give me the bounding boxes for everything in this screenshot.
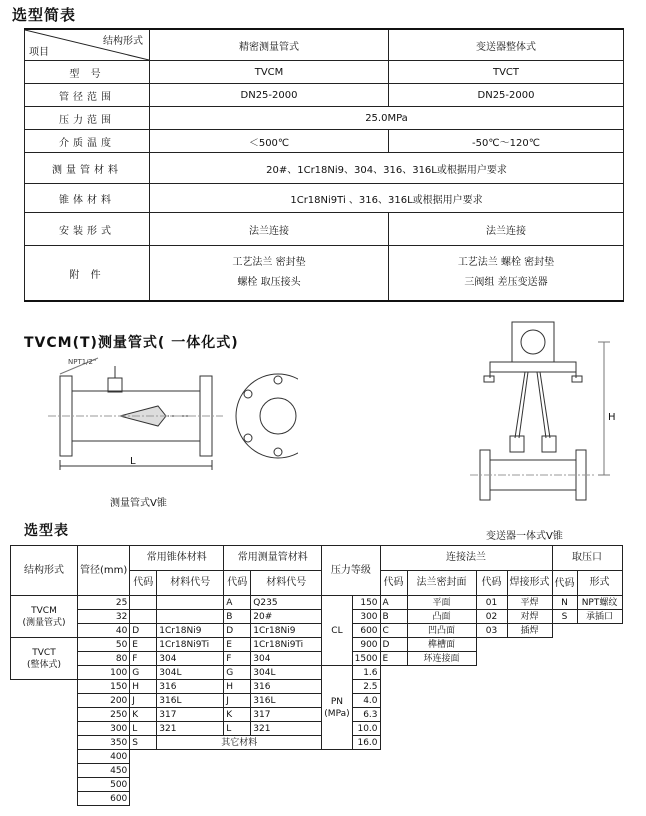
empty-tap: [552, 624, 622, 638]
seal-type-cell: 凸面: [407, 610, 476, 624]
pressure-pn: [322, 666, 352, 750]
selection-table: [10, 545, 623, 806]
fig2-caption: 变送器一体式V锥: [486, 531, 563, 542]
tube-code-cell: L: [224, 722, 251, 736]
sel-header-weld: 焊接形式: [507, 571, 552, 596]
diameter-cell: 150: [78, 680, 130, 694]
cone-code-cell: D: [130, 624, 157, 638]
sel-header-seal: 法兰密封面: [407, 571, 476, 596]
seal-type-cell: 榫槽面: [407, 638, 476, 652]
sel-header-tube-code: 代码: [224, 571, 251, 596]
pressure-pn-unit: (MPa): [324, 708, 350, 719]
sel-header-weld-code: 代码: [476, 571, 507, 596]
sel-header-tap-code: 代码: [552, 571, 577, 596]
cell-install-a: 法兰连接: [150, 213, 389, 246]
pressure-value-cell: 2.5: [352, 680, 380, 694]
cell-cone-material: 1Cr18Ni9Ti 、316、316L或根据用户要求: [150, 184, 624, 213]
tube-material-cell: 304: [251, 652, 322, 666]
seal-type-cell: 凹凸面: [407, 624, 476, 638]
cone-material-cell: 321: [157, 722, 224, 736]
tap-form-cell: 承插口: [577, 610, 622, 624]
cell-dn-b: DN25-2000: [389, 84, 624, 107]
pressure-value-cell: 300: [352, 610, 380, 624]
diameter-cell: 450: [78, 764, 130, 778]
diameter-cell: 250: [78, 708, 130, 722]
tube-material-cell: 316L: [251, 694, 322, 708]
section-title-tvcm: TVCM(T)测量管式( 一体化式): [24, 335, 239, 351]
sel-header-seal-code: 代码: [380, 571, 407, 596]
tube-code-cell: B: [224, 610, 251, 624]
cell-dn-a: DN25-2000: [150, 84, 389, 107]
table-row: [11, 708, 623, 722]
cell-temp-b: -50℃～120℃: [389, 130, 624, 153]
weld-code-cell: 03: [476, 624, 507, 638]
table-row: [11, 736, 623, 750]
pressure-cl: [322, 596, 352, 666]
acc-a-line1: 工艺法兰 密封垫: [232, 257, 306, 268]
pressure-cl-label: CL: [331, 625, 343, 636]
cone-material-cell: 304: [157, 652, 224, 666]
diameter-cell: 500: [78, 778, 130, 792]
tube-code-cell: E: [224, 638, 251, 652]
cone-material-cell: 316L: [157, 694, 224, 708]
tube-material-cell: 1Cr18Ni9: [251, 624, 322, 638]
sel-header-tap: 取压口: [552, 546, 622, 571]
weld-type-cell: 对焊: [507, 610, 552, 624]
cone-other-cell: 其它材料: [157, 736, 322, 750]
sel-header-cone-matcode: 材料代号: [157, 571, 224, 596]
cell-accessories-b: [389, 246, 624, 302]
cell-install-b: 法兰连接: [389, 213, 624, 246]
tube-code-cell: H: [224, 680, 251, 694]
cone-material-cell: 304L: [157, 666, 224, 680]
empty-weld: [476, 638, 622, 652]
tube-code-cell: A: [224, 596, 251, 610]
pressure-value-cell: 16.0: [352, 736, 380, 750]
row-label-accessories: 附 件: [25, 246, 150, 302]
weld-type-cell: 插焊: [507, 624, 552, 638]
sel-header-cone: 常用锥体材料: [130, 546, 224, 571]
pressure-value-cell: 900: [352, 638, 380, 652]
row-label-install: 安装形式: [25, 213, 150, 246]
col-header-precision: 精密测量管式: [150, 29, 389, 61]
height-label-h: H: [608, 412, 616, 423]
diameter-cell: 32: [78, 610, 130, 624]
empty-flange: [380, 680, 622, 694]
seal-type-cell: 平面: [407, 596, 476, 610]
empty-struct: [11, 680, 78, 806]
table-row: [11, 624, 623, 638]
sel-header-diameter: 管径(mm): [78, 546, 130, 596]
table-row: [11, 666, 623, 680]
tube-code-cell: J: [224, 694, 251, 708]
header-structure-label: 结构形式: [103, 36, 143, 47]
empty-weld: [476, 652, 622, 666]
acc-b-line1: 工艺法兰 螺栓 密封垫: [457, 257, 555, 268]
pressure-value-cell: 4.0: [352, 694, 380, 708]
tap-code-cell: N: [552, 596, 577, 610]
pressure-value-cell: 600: [352, 624, 380, 638]
diameter-cell: 25: [78, 596, 130, 610]
fig1-caption: 测量管式V锥: [110, 498, 167, 509]
tap-code-cell: S: [552, 610, 577, 624]
row-label-cone-material: 锥体材料: [25, 184, 150, 213]
row-label-temp: 介质温度: [25, 130, 150, 153]
empty-flange: [380, 736, 622, 750]
tube-material-cell: 20#: [251, 610, 322, 624]
cone-material-cell: 1Cr18Ni9: [157, 624, 224, 638]
cone-material-cell: [157, 596, 224, 610]
struct-tvct: [11, 638, 78, 680]
row-label-model: 型 号: [25, 61, 150, 84]
cell-accessories-a: [150, 246, 389, 302]
pressure-value-cell: 1.6: [352, 666, 380, 680]
table-row: [11, 610, 623, 624]
struct-tvct-code: TVCT: [32, 647, 56, 658]
sel-header-structure: 结构形式: [11, 546, 78, 596]
cell-tube-material: 20#、1Cr18Ni9、304、316、316L或根据用户要求: [150, 153, 624, 184]
tube-code-cell: D: [224, 624, 251, 638]
pressure-value-cell: 6.3: [352, 708, 380, 722]
seal-code-cell: A: [380, 596, 407, 610]
npt-label: NPT1/2": [68, 358, 97, 366]
seal-code-cell: C: [380, 624, 407, 638]
cell-pressure: 25.0MPa: [150, 107, 624, 130]
diameter-cell: 350: [78, 736, 130, 750]
row-label-pressure: 压力范围: [25, 107, 150, 130]
table-row: [11, 694, 623, 708]
pressure-value-cell: 150: [352, 596, 380, 610]
cone-code-cell: E: [130, 638, 157, 652]
empty-tail: [130, 750, 622, 806]
acc-a-line2: 螺栓 取压接头: [237, 277, 301, 288]
struct-tvcm-desc: (测量管式): [22, 617, 66, 628]
table-row: [11, 680, 623, 694]
row-label-tube-material: 测量管材料: [25, 153, 150, 184]
struct-tvct-desc: (整体式): [26, 659, 62, 670]
cone-code-cell: J: [130, 694, 157, 708]
row-label-dn: 管径范围: [25, 84, 150, 107]
table-row: [11, 750, 623, 764]
table-row: [11, 638, 623, 652]
empty-flange: [380, 694, 622, 708]
length-label-l: L: [130, 456, 136, 467]
cone-material-cell: 1Cr18Ni9Ti: [157, 638, 224, 652]
tube-material-cell: 316: [251, 680, 322, 694]
tube-material-cell: Q235: [251, 596, 322, 610]
header-item-label: 项目: [29, 47, 49, 58]
col-header-integrated: 变送器整体式: [389, 29, 624, 61]
tube-material-cell: 321: [251, 722, 322, 736]
seal-code-cell: E: [380, 652, 407, 666]
selection-title: 选型表: [24, 523, 69, 539]
empty-flange: [380, 722, 622, 736]
weld-code-cell: 02: [476, 610, 507, 624]
integrated-vcone-drawing: [470, 318, 620, 516]
diameter-cell: 400: [78, 750, 130, 764]
table-row: [11, 652, 623, 666]
tap-form-cell: NPT螺纹: [577, 596, 622, 610]
weld-code-cell: 01: [476, 596, 507, 610]
tube-material-cell: 317: [251, 708, 322, 722]
diameter-cell: 200: [78, 694, 130, 708]
pressure-value-cell: 10.0: [352, 722, 380, 736]
cell-temp-a: ＜500℃: [150, 130, 389, 153]
summary-title: 选型简表: [12, 6, 77, 24]
diameter-cell: 40: [78, 624, 130, 638]
sel-header-tube-matcode: 材料代号: [251, 571, 322, 596]
tube-material-cell: 1Cr18Ni9Ti: [251, 638, 322, 652]
seal-type-cell: 环连接面: [407, 652, 476, 666]
cone-code-cell: H: [130, 680, 157, 694]
cone-code-cell: [130, 610, 157, 624]
sel-header-tube: 常用测量管材料: [224, 546, 322, 571]
diameter-cell: 80: [78, 652, 130, 666]
cell-model-a: TVCM: [150, 61, 389, 84]
struct-tvcm: [11, 596, 78, 638]
pressure-value-cell: 1500: [352, 652, 380, 666]
seal-code-cell: D: [380, 638, 407, 652]
sel-header-pressure: 压力等级: [322, 546, 380, 596]
table-row: [11, 596, 623, 610]
sel-header-cone-code: 代码: [130, 571, 157, 596]
cone-code-cell: L: [130, 722, 157, 736]
diagonal-header-cell: [25, 29, 150, 61]
tube-material-cell: 304L: [251, 666, 322, 680]
diameter-cell: 100: [78, 666, 130, 680]
cone-code-cell: F: [130, 652, 157, 666]
pressure-pn-label: PN: [330, 696, 344, 707]
cone-material-cell: 317: [157, 708, 224, 722]
cell-model-b: TVCT: [389, 61, 624, 84]
summary-table: [24, 28, 624, 302]
cone-code-cell: G: [130, 666, 157, 680]
seal-code-cell: B: [380, 610, 407, 624]
cone-material-cell: [157, 610, 224, 624]
diameter-cell: 50: [78, 638, 130, 652]
selection-rows: [11, 596, 623, 806]
acc-b-line2: 三阀组 差压变送器: [464, 277, 548, 288]
diameter-cell: 600: [78, 792, 130, 806]
table-row: [11, 722, 623, 736]
cone-material-cell: 316: [157, 680, 224, 694]
sel-header-tap-form: 形式: [577, 571, 622, 596]
cone-code-cell: S: [130, 736, 157, 750]
weld-type-cell: 平焊: [507, 596, 552, 610]
sel-header-flange: 连接法兰: [380, 546, 552, 571]
tube-code-cell: K: [224, 708, 251, 722]
cone-code-cell: K: [130, 708, 157, 722]
cone-code-cell: [130, 596, 157, 610]
struct-tvcm-code: TVCM: [31, 605, 57, 616]
empty-flange: [380, 666, 622, 680]
vcone-tube-drawing: [38, 356, 298, 476]
tube-code-cell: F: [224, 652, 251, 666]
empty-flange: [380, 708, 622, 722]
tube-code-cell: G: [224, 666, 251, 680]
diameter-cell: 300: [78, 722, 130, 736]
